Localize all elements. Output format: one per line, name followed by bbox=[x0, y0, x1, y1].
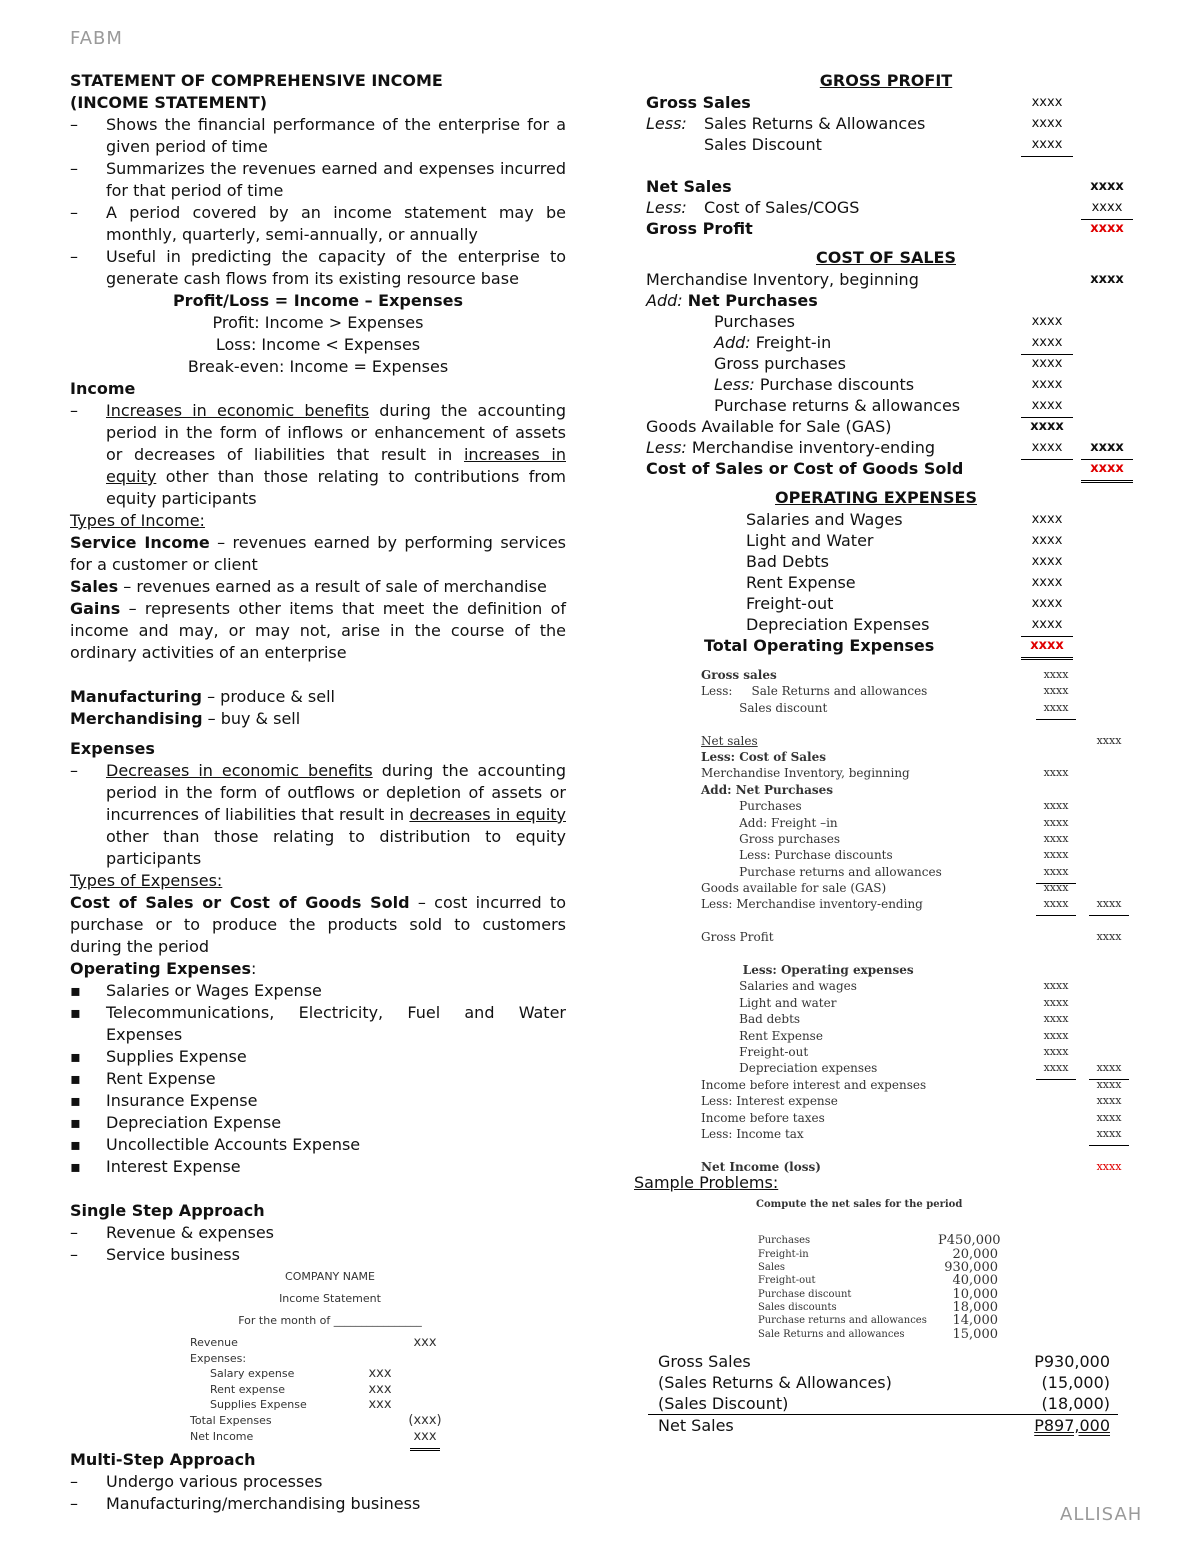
statement-row: Salaries and wages xxxx bbox=[701, 979, 1069, 994]
opex-row: Depreciation Expenses xxxx bbox=[636, 614, 1136, 635]
opex-item: ▪ Supplies Expense bbox=[70, 1047, 247, 1066]
opex-row: Salaries and Wages xxxx bbox=[746, 510, 1063, 529]
statement-row: Goods available for sale (GAS) xxxx bbox=[701, 881, 1069, 896]
opex-item: ▪ Telecommunications, Electricity, Fuel and Water Expenses bbox=[70, 1003, 566, 1044]
sample-item-row: Freight-in 20,000 bbox=[758, 1246, 998, 1262]
opex-row: Rent Expense xxxx bbox=[746, 573, 1063, 592]
multi-step-item: – Manufacturing/merchandising business bbox=[70, 1494, 421, 1514]
sample-question: Compute the net sales for the period bbox=[756, 1199, 963, 1211]
statement-row bbox=[691, 713, 1136, 729]
cost-of-sales-statement: Merchandise Inventory, beginning xxxx Add: Net Purchases Purchases xxxx Add: Freight-in xxxx Gross purchases xxxx Less: Purchase discounts xxxx Purchase returns & allowances xxxx Goods Available for Sale (GAS) xxxx Less: Merchandise inventory-ending xxxx xxxx Cost of Sales or Cost of Goods Sold xxxx bbox=[636, 269, 1136, 479]
net-sales-row: Gross Sales P930,000 bbox=[658, 1352, 1110, 1372]
gross-profit-statement: Gross Sales xxxx Less: Sales Returns & Allowances xxxx Sales Discount xxxx Net Sales xxxx Less: Cost of Sales/COGS xxxx Gross Profit xxxx bbox=[636, 92, 1136, 239]
company-expense-row: Rent expense xxx bbox=[210, 1381, 392, 1397]
statement-row bbox=[691, 1139, 1136, 1155]
statement-row: Rent Expense xxxx bbox=[701, 1028, 1069, 1043]
statement-row: Less: Sale Returns and allowances xxxx bbox=[701, 684, 1069, 699]
header-label: FABM bbox=[70, 28, 123, 49]
statement-row: Freight-out xxxx bbox=[701, 1044, 1069, 1059]
opex-item: ▪ Interest Expense bbox=[70, 1157, 241, 1176]
company-name: COMPANY NAME bbox=[285, 1270, 375, 1283]
opex-item: ▪ Uncollectible Accounts Expense bbox=[70, 1135, 361, 1154]
sales-income: Sales – revenues earned as a result of sale of merchandise bbox=[70, 577, 547, 596]
statement-row: Income before interest and expenses xxxx bbox=[701, 1077, 1122, 1092]
multi-step-heading: Multi-Step Approach bbox=[70, 1450, 256, 1470]
company-expense-row: Salary expense xxx bbox=[210, 1366, 392, 1382]
company-period: For the month of ________________ bbox=[238, 1314, 422, 1327]
intro-list bbox=[70, 114, 566, 290]
types-expenses-heading: Types of Expenses: bbox=[70, 871, 223, 890]
net-sales-row: (Sales Returns & Allowances) (15,000) bbox=[658, 1373, 1110, 1393]
statement-row bbox=[691, 943, 1136, 959]
operating-expenses-statement bbox=[636, 509, 1136, 635]
intro-item: – Useful in predicting the capacity of the enterprise to generate cash flows from its existing resource base bbox=[70, 247, 566, 288]
intro-item: – Shows the financial performance of the enterprise for a given period of time bbox=[70, 115, 566, 156]
sample-data bbox=[748, 1230, 1008, 1342]
sample-item-row: Purchase discount 10,000 bbox=[758, 1286, 998, 1302]
statement-row bbox=[691, 910, 1136, 926]
left-column bbox=[70, 70, 566, 1515]
opex-item: ▪ Salaries or Wages Expense bbox=[70, 981, 322, 1000]
income-def-emph1: Increases in economic benefits bbox=[106, 401, 370, 420]
single-step-item: – Service business bbox=[70, 1245, 240, 1264]
opex-row: Bad Debts xxxx bbox=[746, 552, 1063, 571]
sample-item-row: Sales discounts 18,000 bbox=[758, 1300, 998, 1316]
opex-list bbox=[70, 980, 566, 1178]
opex-item: ▪ Insurance Expense bbox=[70, 1091, 258, 1110]
statement-row: Less: Income tax xxxx bbox=[691, 1123, 1136, 1139]
opex-row: Freight-out xxxx bbox=[746, 594, 1063, 613]
statement-row: Net sales xxxx bbox=[701, 733, 1122, 748]
statement-row: Less: Purchase discounts xxxx bbox=[701, 848, 1069, 863]
gross-profit-title: GROSS PROFIT bbox=[819, 71, 953, 90]
income-def-emph2: increases in equity bbox=[106, 445, 566, 486]
company-expense-row: Supplies Expense xxx bbox=[210, 1397, 392, 1413]
right-column bbox=[636, 70, 1136, 1436]
opex-title: OPERATING EXPENSES bbox=[775, 488, 977, 507]
breakeven-line: Break-even: Income = Expenses bbox=[187, 357, 449, 376]
merchandising-line: Merchandising – buy & sell bbox=[70, 709, 301, 728]
single-step-heading: Single Step Approach bbox=[70, 1201, 265, 1220]
statement-row: Purchases xxxx bbox=[701, 799, 1069, 814]
company-expenses-row: Expenses: bbox=[190, 1351, 247, 1365]
intro-item: – A period covered by an income statement may be monthly, quarterly, semi-annually, or annually bbox=[70, 203, 566, 244]
expense-def-text2: other than those relating to distribution to equity participants bbox=[106, 827, 566, 868]
statement-row: Less: Interest expense xxxx bbox=[701, 1094, 1122, 1109]
opex-row: Light and Water xxxx bbox=[746, 531, 1063, 550]
net-sales-row: (Sales Discount) (18,000) bbox=[648, 1393, 1118, 1415]
statement-row: Depreciation expenses xxxx xxxx bbox=[691, 1057, 1136, 1073]
statement-row: Income before taxes xxxx bbox=[701, 1110, 1122, 1125]
statement-row: Merchandise Inventory, beginning xxxx bbox=[701, 766, 1069, 781]
sample-item-row: Purchase returns and allowances 14,000 bbox=[758, 1313, 998, 1329]
single-step-list bbox=[70, 1222, 566, 1266]
statement-row: Add: Freight –in xxxx bbox=[701, 815, 1069, 830]
total-opex-row: Total Operating Expenses xxxx bbox=[636, 635, 1136, 656]
statement-row: Add: Net Purchases bbox=[701, 782, 834, 797]
multi-step-list bbox=[70, 1471, 566, 1515]
company-net-row: Net Income xxx bbox=[190, 1426, 470, 1442]
sample-item-row: Sale Returns and allowances 15,000 bbox=[758, 1326, 998, 1342]
statement-row: Gross purchases xxxx bbox=[701, 831, 1069, 846]
sample-item-row: Purchases P450,000 bbox=[758, 1233, 1001, 1249]
statement-row: Less: Cost of Sales bbox=[701, 749, 826, 764]
multi-step-item: – Undergo various processes bbox=[70, 1472, 323, 1492]
statement-title: STATEMENT OF COMPREHENSIVE INCOME bbox=[70, 71, 443, 90]
statement-row: Purchase returns and allowances xxxx bbox=[691, 861, 1136, 877]
statement-row: Light and water xxxx bbox=[701, 995, 1069, 1010]
expense-definition: – Decreases in economic benefits during the accounting period in the form of outflows or depletion of assets or incurrences of liabilities that result in decreases in equity other than those relating to distribution to equity participants bbox=[70, 761, 566, 868]
sample-item-row: Freight-out 40,000 bbox=[758, 1273, 998, 1289]
statement-row: Less: Merchandise inventory-ending xxxx xxxx bbox=[691, 893, 1136, 909]
profit-formula: Profit/Loss = Income – Expenses bbox=[172, 291, 464, 310]
opex-item: ▪ Depreciation Expense bbox=[70, 1113, 282, 1132]
expenses-heading: Expenses bbox=[70, 739, 155, 758]
manufacturing-line: Manufacturing – produce & sell bbox=[70, 687, 335, 706]
footer-label: ALLISAH bbox=[1060, 1504, 1143, 1525]
opex-item: ▪ Rent Expense bbox=[70, 1069, 216, 1088]
expense-def-emph1: Decreases in economic benefits bbox=[106, 761, 373, 780]
net-sales-solution bbox=[648, 1351, 1118, 1436]
income-def-text2: other than those relating to contributions from equity participants bbox=[106, 467, 566, 508]
multi-step-income-statement bbox=[691, 664, 1136, 1172]
sample-item-row: Sales 930,000 bbox=[758, 1259, 998, 1275]
expense-def-emph2: decreases in equity bbox=[409, 805, 566, 824]
opex-heading: Operating Expenses: bbox=[70, 959, 257, 978]
statement-row: Bad debts xxxx bbox=[701, 1012, 1069, 1027]
company-revenue-row: Revenue xxx bbox=[190, 1335, 437, 1350]
statement-row: Gross sales xxxx bbox=[701, 668, 1069, 682]
income-heading: Income bbox=[70, 379, 136, 398]
statement-row: Gross Profit xxxx bbox=[701, 930, 1122, 945]
net-sales-row: Net Sales P897,000 bbox=[658, 1416, 1110, 1436]
income-def-text1: during the accounting period in the form of inflows or enhancement of assets or decreases of liabilities that result in bbox=[106, 401, 566, 464]
expense-def-text1: during the accounting period in the form of outflows or depletion of assets or incurrences of liabilities that result in bbox=[106, 761, 566, 824]
statement-subtitle: (INCOME STATEMENT) bbox=[70, 93, 268, 112]
statement-row: Less: Operating expenses bbox=[701, 963, 914, 978]
profit-line: Profit: Income > Expenses bbox=[212, 313, 424, 332]
statement-row: Sales discount xxxx bbox=[691, 697, 1136, 713]
statement-row: Net Income (loss) xxxx bbox=[701, 1159, 1122, 1174]
gains-income: Gains – represents other items that meet the definition of income and may, or may not, arise in the course of the ordinary activities of an enterprise bbox=[70, 599, 566, 662]
service-income: Service Income – revenues earned by performing services for a customer or client bbox=[70, 533, 566, 574]
loss-line: Loss: Income < Expenses bbox=[215, 335, 421, 354]
company-total-row: Total Expenses (xxx) bbox=[190, 1412, 442, 1428]
cost-of-sales-title: COST OF SALES bbox=[815, 248, 956, 267]
sample-problems-heading: Sample Problems: bbox=[634, 1173, 779, 1193]
company-statement-title: Income Statement bbox=[279, 1292, 381, 1305]
types-income-heading: Types of Income: bbox=[70, 511, 205, 530]
cogs-definition: Cost of Sales or Cost of Goods Sold – cost incurred to purchase or to produce the products sold to customers during the period bbox=[70, 893, 566, 956]
company-income-statement bbox=[190, 1266, 470, 1444]
intro-item: – Summarizes the revenues earned and expenses incurred for that period of time bbox=[70, 159, 566, 200]
single-step-item: – Revenue & expenses bbox=[70, 1223, 275, 1242]
income-definition: – Increases in economic benefits during the accounting period in the form of inflows or enhancement of assets or decreases of liabilities that result in increases in equity other than those relating to contributions from equity participants bbox=[70, 401, 566, 508]
